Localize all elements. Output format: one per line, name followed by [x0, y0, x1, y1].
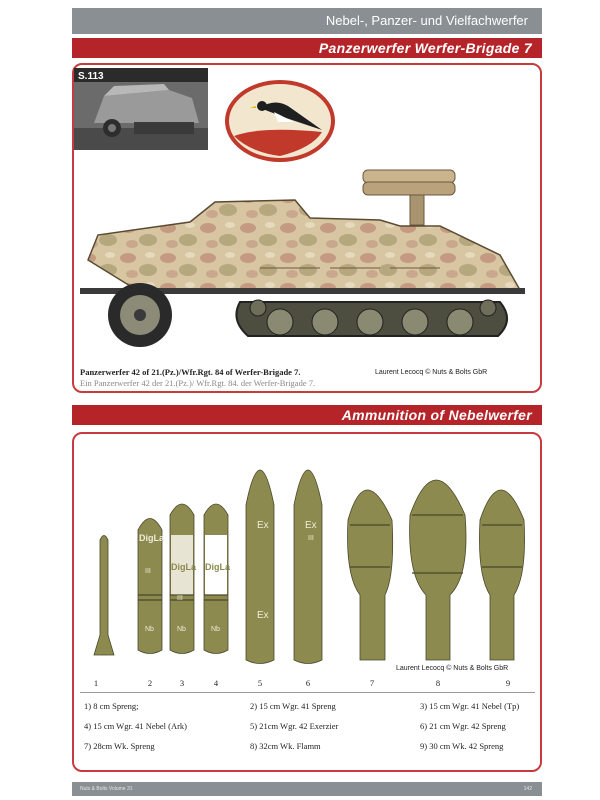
historic-photo [74, 68, 208, 150]
shell-number-5: 5 [257, 678, 263, 688]
legend-item-2: 2) 15 cm Wgr. 41 Spreng [250, 701, 336, 711]
shell-9 [479, 490, 524, 660]
legend-item-9: 9) 30 cm Wk. 42 Spreng [420, 741, 504, 751]
shell-number-2: 2 [147, 678, 153, 688]
photo-label: S.113 [78, 71, 104, 82]
shell-number-7: 7 [369, 678, 375, 688]
ammunition-credit: Laurent Lecocq © Nuts & Bolts GbR [396, 665, 509, 672]
vehicle-caption-en: Panzerwerfer 42 of 21.(Pz.)/Wfr.Rgt. 84 of Werfer-Brigade 7. [80, 367, 301, 377]
shell-1 [94, 536, 114, 656]
shell-5 [246, 470, 274, 664]
section-banner-panzerwerfer: Panzerwerfer Werfer-Brigade 7 [72, 38, 542, 58]
shell-4-marking-2: Nb [211, 626, 220, 633]
shell-number-4: 4 [213, 678, 219, 688]
shell-2-marking-2: III [145, 568, 151, 575]
section-banner-ammunition: Ammunition of Nebelwerfer [72, 405, 542, 425]
legend-item-6: 6) 21 cm Wgr. 42 Spreng [420, 721, 506, 731]
unit-emblem [222, 78, 338, 164]
page-number: 142 [523, 786, 532, 792]
shells-drawing [80, 445, 540, 675]
legend-item-7: 7) 28cm Wk. Spreng [84, 741, 155, 751]
vehicle-profile [80, 160, 530, 360]
shell-5-marking-2: Ex [257, 610, 269, 621]
shell-2-marking-3: Nb [145, 626, 154, 633]
footer-left: Nuts & Bolts Volume 31 [80, 786, 133, 792]
shell-4-marking-1: DigLa [205, 562, 231, 572]
shell-number-6: 6 [305, 678, 311, 688]
page-header: Nebel-, Panzer- und Vielfachwerfer [72, 8, 542, 34]
shell-number-9: 9 [505, 678, 511, 688]
shell-6-marking-1: Ex [305, 520, 317, 531]
shell-2-marking-1: DigLa [139, 533, 165, 543]
shell-6-marking-2: III [308, 535, 314, 542]
legend-item-8: 8) 32cm Wk. Flamm [250, 741, 321, 751]
shell-number-1: 1 [93, 678, 99, 688]
vehicle-caption-de: Ein Panzerwerfer 42 der 21.(Pz.)/ Wfr.Rgt. 84. der Werfer-Brigade 7. [80, 378, 316, 388]
shell-number-3: 3 [179, 678, 185, 688]
shell-5-marking-1: Ex [257, 520, 269, 531]
page-footer [72, 782, 542, 796]
legend-divider [80, 692, 535, 693]
legend-item-3: 3) 15 cm Wgr. 41 Nebel (Tp) [420, 701, 520, 711]
legend-item-5: 5) 21cm Wgr. 42 Exerzier [250, 721, 339, 731]
shell-3-marking-2: III [177, 595, 183, 602]
legend-item-4: 4) 15 cm Wgr. 41 Nebel (Ark) [84, 721, 187, 731]
shell-number-8: 8 [435, 678, 441, 688]
shell-8 [410, 480, 466, 660]
legend-item-1: 1) 8 cm Spreng; [84, 701, 139, 711]
vehicle-credit: Laurent Lecocq © Nuts & Bolts GbR [375, 369, 488, 376]
shell-3-marking-1: DigLa [171, 562, 197, 572]
shell-7 [348, 490, 393, 660]
shell-3-marking-3: Nb [177, 626, 186, 633]
shell-6 [294, 470, 322, 664]
